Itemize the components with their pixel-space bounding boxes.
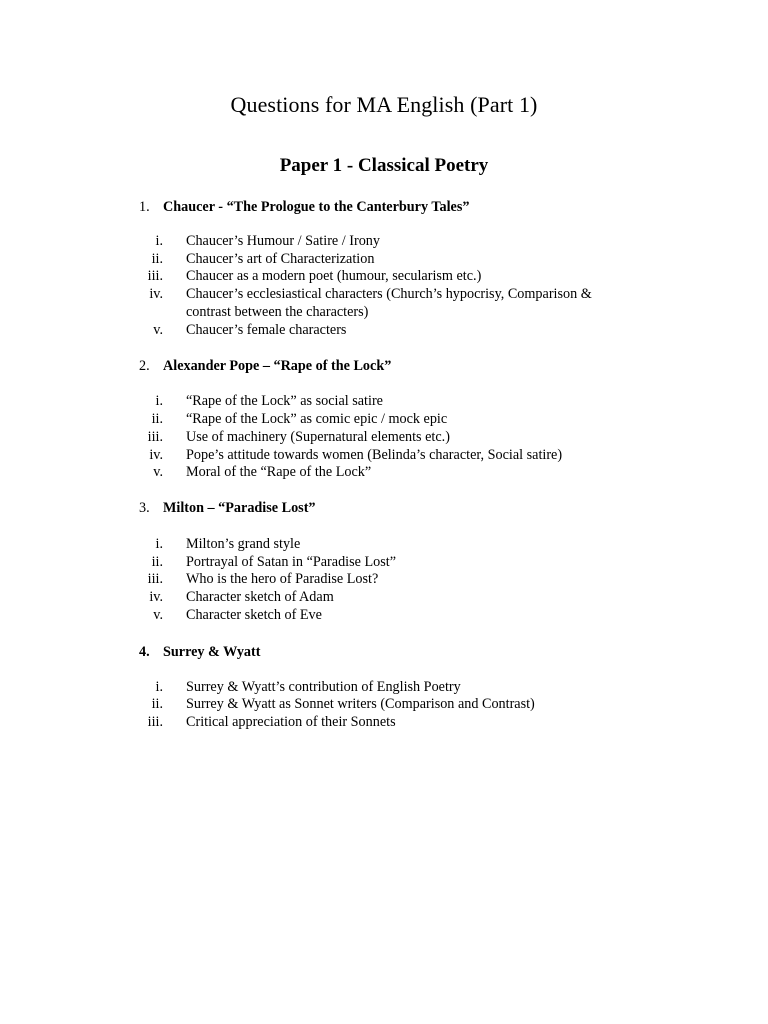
item-text: Surrey & Wyatt’s contribution of English Poetry <box>186 679 461 695</box>
item-numeral: v. <box>153 607 163 623</box>
section-heading <box>139 358 391 375</box>
section-heading <box>139 500 316 517</box>
item-numeral: ii. <box>151 554 163 570</box>
section-title: Chaucer - “The Prologue to the Canterbury Tales” <box>163 199 470 215</box>
item-text: Character sketch of Eve <box>186 607 322 623</box>
section-number: 2. <box>139 358 150 374</box>
item-text: Surrey & Wyatt as Sonnet writers (Comparison and Contrast) <box>186 696 535 712</box>
item-numeral: iii. <box>147 429 163 445</box>
item-numeral: iii. <box>147 268 163 284</box>
item-text: Who is the hero of Paradise Lost? <box>186 571 379 587</box>
item-numeral: iv. <box>149 589 163 605</box>
item-text: Chaucer as a modern poet (humour, secularism etc.) <box>186 268 482 284</box>
section-number: 1. <box>139 199 150 215</box>
item-text: Milton’s grand style <box>186 536 301 552</box>
item-text: Chaucer’s art of Characterization <box>186 251 375 267</box>
item-text: Use of machinery (Supernatural elements etc.) <box>186 429 450 445</box>
item-numeral: iv. <box>149 447 163 463</box>
section-title: Alexander Pope – “Rape of the Lock” <box>163 358 392 374</box>
section-heading <box>139 644 260 661</box>
item-numeral: v. <box>153 464 163 480</box>
item-text: Chaucer’s ecclesiastical characters (Church’s hypocrisy, Comparison & contrast between the characters) <box>186 286 592 320</box>
section-number: 4. <box>139 644 150 660</box>
item-text: Chaucer’s Humour / Satire / Irony <box>186 233 380 249</box>
item-numeral: ii. <box>151 411 163 427</box>
item-numeral: v. <box>153 322 163 338</box>
item-numeral: iii. <box>147 714 163 730</box>
item-numeral: i. <box>155 536 163 552</box>
item-text: Pope’s attitude towards women (Belinda’s character, Social satire) <box>186 447 563 463</box>
item-numeral: ii. <box>151 696 163 712</box>
item-numeral: iii. <box>147 571 163 587</box>
item-numeral: iv. <box>149 286 163 302</box>
section-title: Surrey & Wyatt <box>163 644 261 660</box>
item-text: Portrayal of Satan in “Paradise Lost” <box>186 554 396 570</box>
paper-subtitle: Paper 1 - Classical Poetry <box>279 155 489 176</box>
item-text: “Rape of the Lock” as social satire <box>186 393 383 409</box>
item-numeral: i. <box>155 393 163 409</box>
item-text: Moral of the “Rape of the Lock” <box>186 464 372 480</box>
item-numeral: ii. <box>151 251 163 267</box>
section-heading <box>139 199 469 216</box>
section-title: Milton – “Paradise Lost” <box>163 500 316 516</box>
item-numeral: i. <box>155 233 163 249</box>
item-text: “Rape of the Lock” as comic epic / mock epic <box>186 411 448 427</box>
page-title: Questions for MA English (Part 1) <box>230 92 538 117</box>
item-text: Character sketch of Adam <box>186 589 334 605</box>
item-text: Chaucer’s female characters <box>186 322 347 338</box>
item-numeral: i. <box>155 679 163 695</box>
item-text: Critical appreciation of their Sonnets <box>186 714 396 730</box>
section-number: 3. <box>139 500 150 516</box>
